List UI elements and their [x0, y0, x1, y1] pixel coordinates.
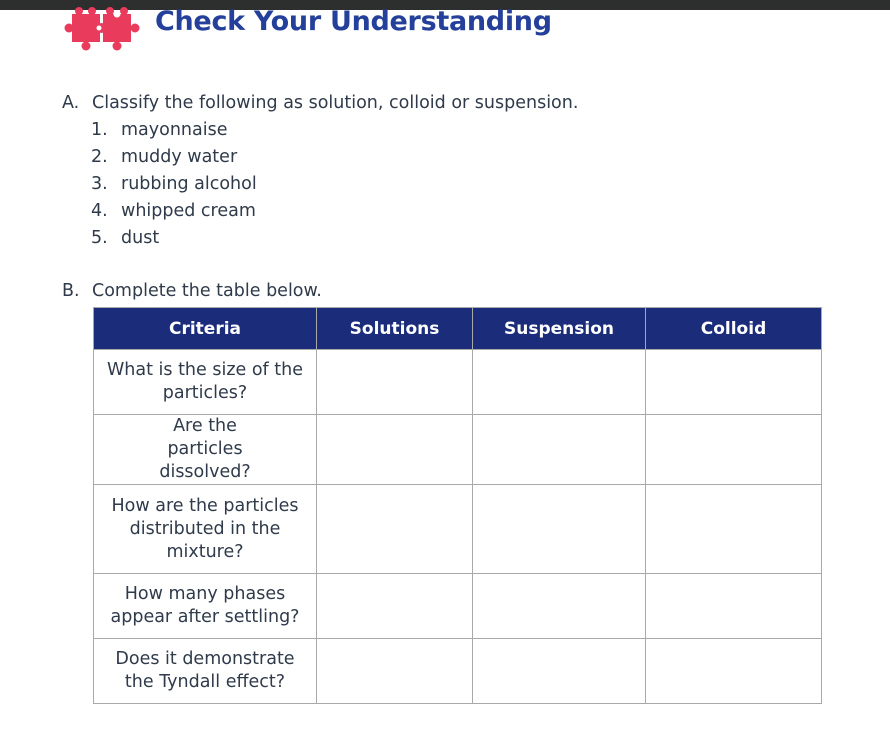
item-text: muddy water — [121, 146, 238, 167]
answer-cell-solutions[interactable] — [317, 574, 473, 639]
list-item — [91, 116, 578, 143]
puzzle-pieces-icon — [62, 2, 144, 54]
instruction-text: Classify the following as solution, colloid or suspension. — [92, 93, 579, 113]
item-number: 5. — [91, 227, 108, 248]
page-title: Check Your Understanding — [155, 6, 552, 37]
criteria-cell: Are the particles dissolved? — [94, 415, 317, 485]
list-item — [91, 143, 578, 170]
item-text: mayonnaise — [121, 119, 228, 140]
answer-cell-colloid[interactable] — [646, 415, 822, 485]
answer-cell-colloid[interactable] — [646, 485, 822, 574]
list-item — [91, 224, 578, 251]
section-letter: A. — [62, 93, 80, 113]
section-b-instruction — [62, 278, 322, 304]
answer-cell-solutions[interactable] — [317, 639, 473, 704]
column-header-colloid: Colloid — [646, 308, 822, 350]
item-number: 2. — [91, 146, 108, 167]
criteria-cell: How many phases appear after settling? — [94, 574, 317, 639]
answer-cell-colloid[interactable] — [646, 574, 822, 639]
comparison-table — [93, 307, 822, 704]
classify-list — [91, 116, 578, 251]
column-header-criteria: Criteria — [94, 308, 317, 350]
answer-cell-suspension[interactable] — [473, 485, 646, 574]
column-header-suspension: Suspension — [473, 308, 646, 350]
item-number: 3. — [91, 173, 108, 194]
answer-cell-solutions[interactable] — [317, 485, 473, 574]
criteria-cell: What is the size of the particles? — [94, 350, 317, 415]
list-item — [91, 170, 578, 197]
criteria-cell: Does it demonstrate the Tyndall effect? — [94, 639, 317, 704]
item-text: rubbing alcohol — [121, 173, 257, 194]
table-row — [94, 485, 822, 574]
answer-cell-solutions[interactable] — [317, 415, 473, 485]
section-a — [62, 90, 578, 251]
item-text: dust — [121, 227, 160, 248]
table-header-row — [94, 308, 822, 350]
table-row — [94, 574, 822, 639]
answer-cell-colloid[interactable] — [646, 639, 822, 704]
answer-cell-suspension[interactable] — [473, 350, 646, 415]
table-row — [94, 350, 822, 415]
criteria-cell: How are the particles distributed in the mixture? — [94, 485, 317, 574]
table-row — [94, 415, 822, 485]
table-row — [94, 639, 822, 704]
section-letter: B. — [62, 281, 80, 301]
answer-cell-suspension[interactable] — [473, 639, 646, 704]
item-number: 1. — [91, 119, 108, 140]
list-item — [91, 197, 578, 224]
answer-cell-suspension[interactable] — [473, 415, 646, 485]
instruction-text: Complete the table below. — [92, 281, 322, 301]
answer-cell-colloid[interactable] — [646, 350, 822, 415]
item-text: whipped cream — [121, 200, 256, 221]
item-number: 4. — [91, 200, 108, 221]
answer-cell-suspension[interactable] — [473, 574, 646, 639]
section-a-instruction — [62, 90, 578, 116]
column-header-solutions: Solutions — [317, 308, 473, 350]
answer-cell-solutions[interactable] — [317, 350, 473, 415]
